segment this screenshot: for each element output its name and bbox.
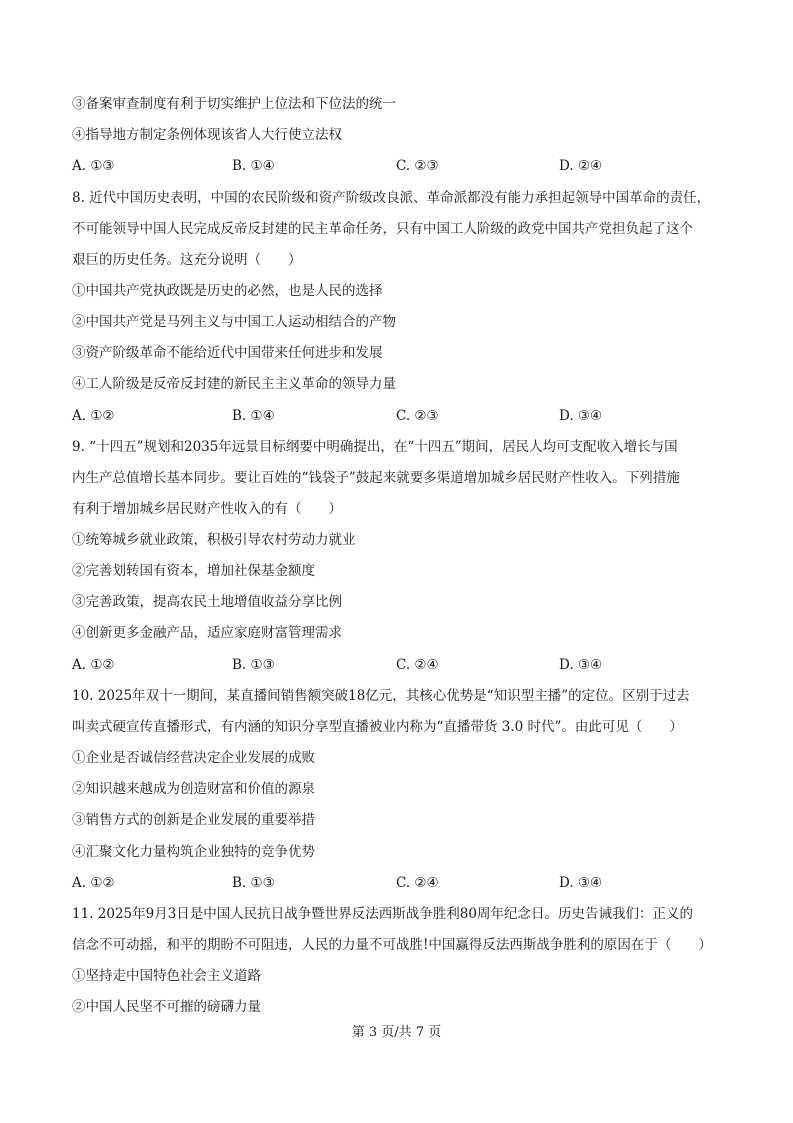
q8-statement: ③资产阶级革命不能给近代中国带来任何进步和发展	[72, 345, 383, 361]
q9-stem-line: 9. “十四五”规划和2035年远景目标纲要中明确提出，在“十四五”期间，居民人均可支配收入增长与国	[72, 439, 678, 455]
q11-stem-line: 信念不可动摇，和平的期盼不可阻违，人民的力量不可战胜!中国赢得反法西斯战争胜利的原因在于（ ）	[72, 937, 712, 953]
option-c[interactable]: C. ②④	[396, 875, 439, 891]
option-c[interactable]: C. ②④	[396, 657, 439, 673]
q11-statement: ②中国人民坚不可摧的磅礴力量	[72, 999, 261, 1015]
q10-statement: ①企业是否诚信经营决定企业发展的成败	[72, 750, 315, 766]
option-a[interactable]: A. ①③	[72, 158, 115, 174]
q8-statement: ④工人阶级是反帝反封建的新民主主义革命的领导力量	[72, 376, 396, 392]
answer-options-q8	[72, 406, 732, 426]
q9-stem-line: 内生产总值增长基本同步。要让百姓的“钱袋子”鼓起来就要多渠道增加城乡居民财产性收入。下列措施	[72, 470, 680, 486]
option-c[interactable]: C. ②③	[396, 408, 439, 424]
option-d[interactable]: D. ②④	[559, 158, 603, 174]
option-b[interactable]: B. ①④	[232, 408, 275, 424]
q10-statement: ③销售方式的创新是企业发展的重要举措	[72, 812, 315, 828]
q8-stem-line: 艰巨的历史任务。这充分说明（ ）	[72, 252, 302, 268]
q10-statement: ④汇聚文化力量构筑企业独特的竞争优势	[72, 844, 315, 860]
q8-statement: ②中国共产党是马列主义与中国工人运动相结合的产物	[72, 314, 396, 330]
q10-stem-line: 叫卖式硬宣传直播形式，有内涵的知识分享型直播被业内称为“直播带货 3.0 时代”。由此可见（ ）	[72, 719, 683, 735]
page-number-footer: 第 3 页/共 7 页	[351, 1025, 442, 1040]
answer-options-q7	[72, 156, 732, 176]
q9-statement: ④创新更多金融产品，适应家庭财富管理需求	[72, 625, 342, 641]
statement-3: ③备案审查制度有利于切实维护上位法和下位法的统一	[72, 96, 396, 112]
q9-statement: ①统筹城乡就业政策，积极引导农村劳动力就业	[72, 532, 356, 548]
option-b[interactable]: B. ①④	[232, 158, 275, 174]
q11-stem-line: 11. 2025年9月3日是中国人民抗日战争暨世界反法西斯战争胜利80周年纪念日。历史告诫我们：正义的	[72, 906, 693, 922]
q10-stem-line: 10. 2025年双十一期间，某直播间销售额突破18亿元，其核心优势是“知识型主播”的定位。区别于过去	[72, 688, 690, 704]
q9-statement: ③完善政策，提高农民土地增值收益分享比例	[72, 594, 342, 610]
answer-options-q9	[72, 655, 732, 675]
option-b[interactable]: B. ①③	[232, 875, 275, 891]
answer-options-q10	[72, 873, 732, 893]
option-c[interactable]: C. ②③	[396, 158, 439, 174]
option-d[interactable]: D. ③④	[559, 408, 603, 424]
q10-statement: ②知识越来越成为创造财富和价值的源泉	[72, 781, 315, 797]
option-a[interactable]: A. ①②	[72, 657, 115, 673]
statement-4: ④指导地方制定条例体现该省人大行使立法权	[72, 127, 342, 143]
option-d[interactable]: D. ③④	[559, 657, 603, 673]
q8-stem-line: 不可能领导中国人民完成反帝反封建的民主革命任务，只有中国工人阶级的政党中国共产党担负起了这个	[72, 221, 693, 237]
option-b[interactable]: B. ①③	[232, 657, 275, 673]
q9-stem-line: 有利于增加城乡居民财产性收入的有（ ）	[72, 501, 342, 517]
q11-statement: ①坚持走中国特色社会主义道路	[72, 968, 261, 984]
q8-statement: ①中国共产党执政既是历史的必然，也是人民的选择	[72, 283, 383, 299]
option-a[interactable]: A. ①②	[72, 408, 115, 424]
q9-statement: ②完善划转国有资本，增加社保基金额度	[72, 563, 315, 579]
option-a[interactable]: A. ①②	[72, 875, 115, 891]
option-d[interactable]: D. ③④	[559, 875, 603, 891]
q8-stem-line: 8. 近代中国历史表明，中国的农民阶级和资产阶级改良派、革命派都没有能力承担起领导中国革命的责任，	[72, 190, 711, 206]
